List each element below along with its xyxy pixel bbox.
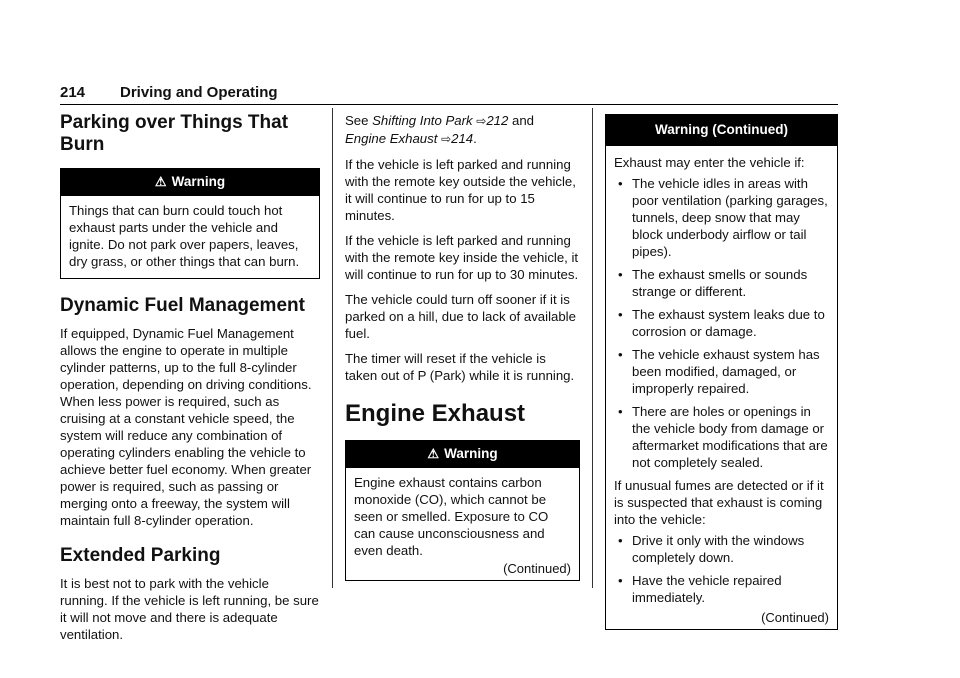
- warning-header: [346, 441, 579, 468]
- heading-parking-over-things: Parking over Things That Burn: [60, 112, 289, 155]
- and-text: and: [512, 113, 535, 128]
- paragraph-timer: The timer will reset if the vehicle is taken out of P (Park) while it is running.: [345, 351, 575, 383]
- page-ref-214[interactable]: 214: [451, 131, 474, 146]
- bullet-dot-icon: •: [618, 404, 623, 419]
- warning-box-continued: [605, 114, 838, 630]
- warning-box-burn: [60, 168, 320, 279]
- bullet-text: There are holes or openings in the vehicle body from damage or aftermarket modifications that are not completely sealed.: [632, 404, 828, 470]
- link-engine-exhaust[interactable]: Engine Exhaust: [345, 131, 438, 146]
- paragraph-remote-inside: If the vehicle is left parked and running with the remote key inside the vehicle, it will continue to run for up to 30 minutes.: [345, 233, 579, 282]
- bullet-item: [614, 572, 829, 606]
- column-2: [345, 112, 580, 593]
- paragraph-remote-outside: If the vehicle is left parked and running with the remote key outside the vehicle, it will continue to run for up to 15 minutes.: [345, 157, 576, 223]
- warning-title: Warning: [171, 174, 226, 189]
- column-divider: [332, 108, 333, 588]
- paragraph-see-refs: [345, 112, 580, 148]
- bullet-item: [614, 306, 829, 340]
- warning-title: Warning: [444, 446, 498, 461]
- page-ref-arrow-icon: ⇨: [476, 114, 487, 128]
- bullet-text: The vehicle exhaust system has been modified, damaged, or improperly repaired.: [632, 347, 820, 396]
- column-3: [605, 114, 838, 642]
- warning-text: Things that can burn could touch hot exhaust parts under the vehicle and ignite. Do not park over papers, leaves, dry grass, or other things that can burn.: [69, 203, 300, 269]
- bullet-dot-icon: •: [618, 573, 623, 588]
- page-ref-212[interactable]: 212: [486, 113, 509, 128]
- bullet-text: Drive it only with the windows completely down.: [632, 533, 805, 565]
- warning-mid-text: If unusual fumes are detected or if it is suspected that exhaust is coming into the vehicle:: [614, 478, 824, 527]
- paragraph-hill: The vehicle could turn off sooner if it is parked on a hill, due to lack of available fuel.: [345, 292, 576, 341]
- warning-text: Engine exhaust contains carbon monoxide (CO), which cannot be seen or smelled. Exposure to CO can cause unconsciousness and even death.: [354, 475, 549, 558]
- bullet-text: The exhaust system leaks due to corrosion or damage.: [632, 307, 825, 339]
- continued-label: (Continued): [761, 610, 829, 625]
- bullet-dot-icon: •: [618, 307, 623, 322]
- bullet-item: [614, 403, 829, 471]
- paragraph-dfm: If equipped, Dynamic Fuel Management allows the engine to operate in multiple cylinder patterns, up to the full 8-cylinder operation, depending on driving conditions. When less power is required, such as cruising at a constant vehicle speed, the system will reduce any combination of operating cylinders enabling the vehicle to achieve better fuel economy. When greater power is required, such as passing or merging onto a freeway, the system will maintain full 8-cylinder operation.: [60, 326, 312, 528]
- heading-dynamic-fuel-management: Dynamic Fuel Management: [60, 295, 305, 316]
- warning-header: Warning (Continued): [606, 115, 837, 146]
- warning-triangle-icon: ⚠: [427, 446, 440, 461]
- link-shifting-into-park[interactable]: Shifting Into Park: [372, 113, 473, 128]
- bullet-text: The vehicle idles in areas with poor ventilation (parking garages, tunnels, deep snow that may block underbody airflow or tail pipes).: [632, 176, 828, 259]
- paragraph-extended-parking: It is best not to park with the vehicle running. If the vehicle is left running, be sure it will not move and there is adequate ventilation.: [60, 576, 319, 642]
- warning-triangle-icon: ⚠: [154, 174, 167, 189]
- column-divider: [592, 108, 593, 588]
- heading-extended-parking: Extended Parking: [60, 545, 221, 566]
- period: .: [473, 131, 477, 146]
- column-1: [60, 112, 320, 651]
- see-text: See: [345, 113, 369, 128]
- bullet-item: [614, 266, 829, 300]
- continued-label: (Continued): [503, 561, 571, 576]
- warning-intro: Exhaust may enter the vehicle if:: [614, 155, 805, 170]
- bullet-text: Have the vehicle repaired immediately.: [632, 573, 782, 605]
- warning-header: [61, 169, 319, 196]
- bullet-dot-icon: •: [618, 347, 623, 362]
- page-header: [60, 84, 838, 105]
- bullet-item: [614, 346, 829, 397]
- bullet-dot-icon: •: [618, 267, 623, 282]
- bullet-text: The exhaust smells or sounds strange or different.: [632, 267, 808, 299]
- section-title: Driving and Operating: [120, 84, 278, 101]
- warning-box-exhaust: [345, 440, 580, 581]
- bullet-item: [614, 532, 829, 566]
- page-ref-arrow-icon: ⇨: [441, 132, 452, 146]
- heading-engine-exhaust: Engine Exhaust: [345, 400, 526, 427]
- page-number: 214: [60, 84, 86, 101]
- bullet-dot-icon: •: [618, 533, 623, 548]
- bullet-dot-icon: •: [618, 176, 623, 191]
- bullet-item: [614, 175, 829, 260]
